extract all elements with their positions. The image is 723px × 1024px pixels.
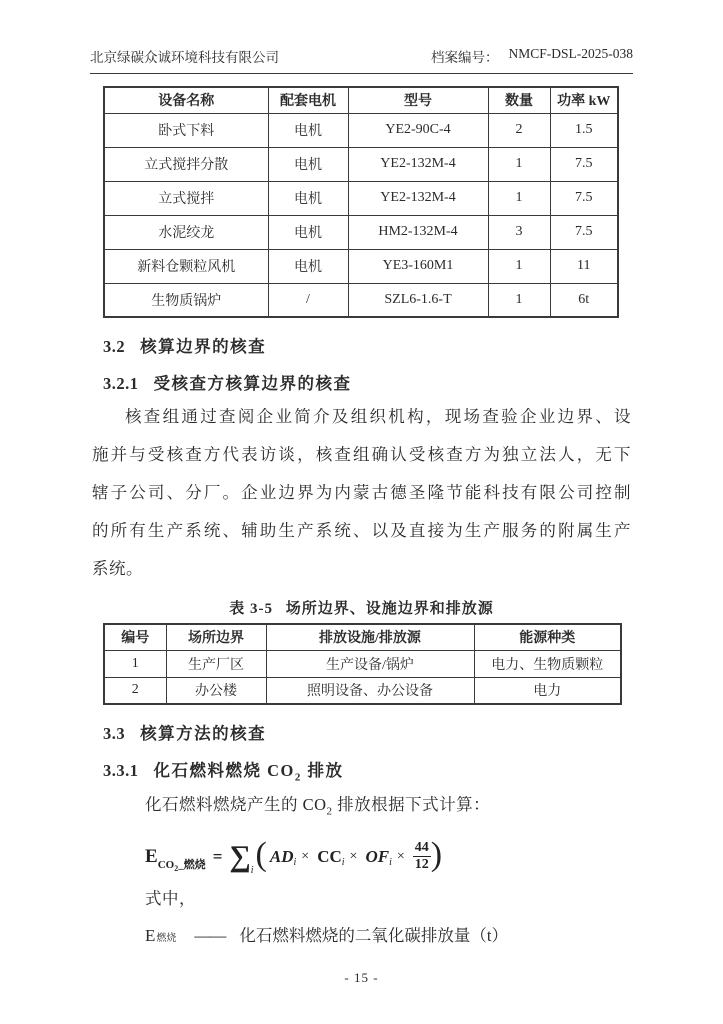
- paragraph-line: 施并与受核查方代表访谈，核查组确认受核查方为独立法人，无下: [92, 445, 631, 464]
- cell-quantity: 1: [488, 249, 550, 283]
- paragraph-line: 的所有生产系统、辅助生产系统、以及直接为生产服务的附属生产: [92, 521, 631, 540]
- archive-code: NMCF-DSL-2025-038: [508, 46, 633, 61]
- cell-device-name: 立式搅拌: [104, 181, 268, 215]
- cell-device-name: 卧式下料: [104, 113, 268, 147]
- paragraph-line: 系统。: [92, 559, 143, 578]
- equipment-table: [103, 86, 619, 318]
- table-row: [104, 215, 618, 249]
- col-header: 配套电机: [268, 87, 348, 113]
- cell-facility: 照明设备、办公设备: [266, 677, 474, 704]
- times-sign: ×: [396, 848, 405, 864]
- section-title: 核算方法的核查: [140, 724, 267, 743]
- cell-device-name: 新料仓颗粒风机: [104, 249, 268, 283]
- section-number: 3.2.1: [103, 374, 139, 393]
- var-CC: CC: [317, 846, 342, 866]
- table-row: [104, 113, 618, 147]
- body-paragraph: [92, 398, 631, 588]
- table-header-row: [104, 87, 618, 113]
- right-paren: ): [430, 835, 443, 873]
- section-title: 化石燃料燃烧 $CO_2$ 排放: [153, 761, 344, 784]
- subscript-2: 2: [294, 771, 302, 784]
- symbol-subscript: 燃烧: [156, 932, 177, 944]
- cell-power: 7.5: [550, 181, 618, 215]
- cell-motor: 电机: [268, 249, 348, 283]
- cell-facility: 生产设备/锅炉: [266, 650, 474, 677]
- company-name: 北京绿碳众诚环境科技有限公司: [90, 50, 279, 65]
- cell-energy: 电力: [474, 677, 621, 704]
- col-header: 排放设施/排放源: [266, 624, 474, 650]
- sigma-index: i: [250, 865, 254, 877]
- cell-site: 办公楼: [166, 677, 266, 704]
- section-number: 3.3.1: [103, 761, 139, 780]
- cell-quantity: 3: [488, 215, 550, 249]
- table-row: [104, 147, 618, 181]
- fraction-44-12: $\frac{44}{12}$: [414, 840, 429, 873]
- table-row: [104, 181, 618, 215]
- cell-power: 6t: [550, 283, 618, 317]
- equals-sign: =: [212, 846, 223, 866]
- cell-quantity: 1: [488, 283, 550, 317]
- symbol-definition: [145, 922, 631, 946]
- definition-text: 化石燃料燃烧的二氧化碳排放量（t）: [239, 925, 508, 945]
- var-AD: AD: [269, 846, 294, 866]
- col-header: 型号: [348, 87, 488, 113]
- section-title: 受核查方核算边界的核查: [153, 374, 352, 393]
- section-heading-3-2: [103, 333, 723, 357]
- times-sign: ×: [301, 848, 310, 864]
- col-header: 能源种类: [474, 624, 621, 650]
- formula-E: E: [145, 845, 158, 867]
- section-heading-3-2-1: [103, 370, 723, 394]
- archive-label: 档案编号：: [430, 50, 499, 65]
- cell-power: 1.5: [550, 113, 618, 147]
- cell-motor: 电机: [268, 147, 348, 181]
- symbol-E: E: [145, 925, 156, 945]
- section-number: 3.3: [103, 724, 126, 743]
- table-row: [104, 283, 618, 317]
- definition-dash: ——: [194, 925, 226, 945]
- caption-number: 表 3-5: [229, 601, 273, 617]
- table-header-row: [104, 624, 621, 650]
- cell-site: 生产厂区: [166, 650, 266, 677]
- cell-quantity: 1: [488, 147, 550, 181]
- table-row: [104, 650, 621, 677]
- cell-model: HM2-132M-4: [348, 215, 488, 249]
- cell-device-name: 生物质锅炉: [104, 283, 268, 317]
- left-paren: (: [255, 835, 267, 873]
- cell-index: 2: [104, 677, 166, 704]
- paragraph-line: 辖子公司、分厂。企业边界为内蒙古德圣隆节能科技有限公司控制: [92, 483, 631, 502]
- col-header: 数量: [488, 87, 550, 113]
- cell-power: 7.5: [550, 215, 618, 249]
- cell-quantity: 1: [488, 181, 550, 215]
- cell-model: YE2-132M-4: [348, 181, 488, 215]
- formula-E-subscript: $CO_2\_$燃烧: [157, 859, 206, 874]
- times-sign: ×: [349, 848, 358, 864]
- subscript-2: 2: [326, 805, 333, 818]
- where-label: 式中，: [145, 888, 196, 908]
- cell-energy: 电力、生物质颗粒: [474, 650, 621, 677]
- section-number: 3.2: [103, 337, 126, 356]
- co2-combustion-formula: E $CO_2\_$燃烧 = ∑ i ( AD i × CC i × OF i × $\frac{44}{12}$ ): [145, 835, 443, 877]
- cell-quantity: 2: [488, 113, 550, 147]
- page-header: [90, 46, 633, 74]
- table-row: [104, 249, 618, 283]
- table-row: [104, 677, 621, 704]
- cell-index: 1: [104, 650, 166, 677]
- col-header: 功率 kW: [550, 87, 618, 113]
- cell-model: YE2-132M-4: [348, 147, 488, 181]
- archive-number: [431, 46, 633, 66]
- cell-motor: 电机: [268, 181, 348, 215]
- caption-title: 场所边界、设施边界和排放源: [285, 601, 494, 617]
- page-number: - 15 -: [344, 969, 379, 985]
- col-header: 设备名称: [104, 87, 268, 113]
- table-3-5-caption: [0, 597, 723, 618]
- cell-model: SZL6-1.6-T: [348, 283, 488, 317]
- sigma-symbol: ∑: [229, 839, 251, 873]
- cell-motor: 电机: [268, 113, 348, 147]
- section-heading-3-3-1: [103, 757, 723, 783]
- cell-power: 11: [550, 249, 618, 283]
- cell-model: YE2-90C-4: [348, 113, 488, 147]
- var-OF: OF: [365, 846, 390, 866]
- formula-intro: 化石燃料燃烧产生的 $CO_2$ 排放根据下式计算：: [145, 795, 491, 818]
- section-title: 核算边界的核查: [140, 337, 267, 356]
- section-heading-3-3: [103, 720, 723, 744]
- boundary-table: [103, 623, 622, 705]
- paragraph-line: 核查组通过查阅企业简介及组织机构，现场查验企业边界、设: [125, 407, 631, 426]
- cell-device-name: 立式搅拌分散: [104, 147, 268, 181]
- cell-model: YE3-160M1: [348, 249, 488, 283]
- col-header: 编号: [104, 624, 166, 650]
- cell-device-name: 水泥绞龙: [104, 215, 268, 249]
- col-header: 场所边界: [166, 624, 266, 650]
- cell-motor: 电机: [268, 215, 348, 249]
- cell-motor: /: [268, 283, 348, 317]
- cell-power: 7.5: [550, 147, 618, 181]
